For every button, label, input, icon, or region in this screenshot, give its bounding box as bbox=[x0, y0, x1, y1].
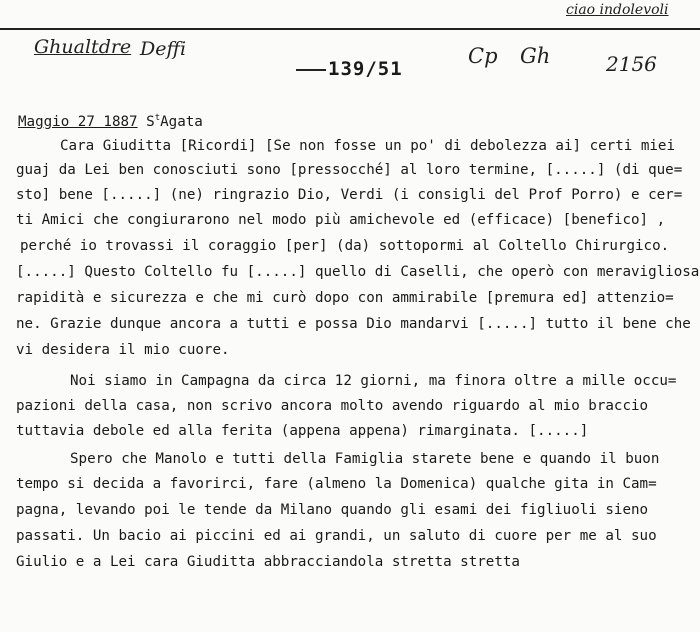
page-number-main: 139 bbox=[328, 58, 366, 80]
letter-line: [.....] Questo Coltello fu [.....] quello di Caselli, che operò con meravigliosa bbox=[16, 264, 700, 280]
letter-line: rapidità e sicurezza e che mi curò dopo con ammirabile [premura ed] attenzio= bbox=[16, 290, 674, 306]
handwritten-note-left-1: Ghualtdre bbox=[34, 36, 132, 58]
letter-line: Giulio e a Lei cara Giuditta abbracciandola stretta stretta bbox=[16, 554, 520, 570]
letter-line: tuttavia debole ed alla ferita (appena appena) rimarginata. [.....] bbox=[16, 423, 589, 439]
letter-date: Maggio 27 1887 bbox=[18, 114, 138, 130]
letter-line: Noi siamo in Campagna da circa 12 giorni, ma finora oltre a mille occu= bbox=[70, 373, 677, 389]
handwritten-archive-number: 2156 bbox=[606, 52, 657, 76]
letter-line: pagna, levando poi le tende da Milano quando gli esami dei figliuoli sieno bbox=[16, 502, 649, 518]
handwritten-note-right-1: Cp bbox=[468, 44, 498, 68]
letter-line: sto] bene [.....] (ne) ringrazio Dio, Verdi (i consigli del Prof Porro) e cer= bbox=[16, 187, 683, 203]
page-number: 139/51 bbox=[296, 58, 403, 80]
page-number-total: 51 bbox=[377, 58, 403, 80]
letter-line: Cara Giuditta [Ricordi] [Se non fosse un po' di debolezza ai] certi miei bbox=[60, 138, 675, 154]
letter-line: vi desidera il mio cuore. bbox=[16, 342, 230, 358]
letter-place: $S^tAgata$ bbox=[146, 113, 203, 130]
top-rule bbox=[0, 28, 700, 30]
letter-line: Spero che Manolo e tutti della Famiglia starete bene e quando il buon bbox=[70, 451, 660, 467]
letter-line: ne. Grazie dunque ancora a tutti e possa Dio mandarvi [.....] tutto il bene che bbox=[16, 316, 691, 332]
letter-line: pazioni della casa, non scrivo ancora molto avendo riguardo al mio braccio bbox=[16, 398, 649, 414]
letter-line: ti Amici che congiurarono nel modo più amichevole ed (efficace) [benefico] , bbox=[16, 212, 666, 228]
page-number-dash bbox=[296, 69, 326, 71]
handwritten-note-right-3: ciao indolevoli bbox=[566, 2, 669, 18]
letter-line: passati. Un bacio ai piccini ed ai grandi, un saluto di cuore per me al suo bbox=[16, 528, 657, 544]
handwritten-note-left-2: Deffi bbox=[140, 38, 187, 60]
handwritten-note-right-2: Gh bbox=[520, 44, 551, 68]
letter-line: perché io trovassi il coraggio [per] (da) sottopormi al Coltello Chirurgico. bbox=[20, 238, 670, 254]
letter-line: tempo si decida a favorirci, fare (almeno la Domenica) qualche gita in Cam= bbox=[16, 476, 657, 492]
letter-line: guaj da Lei ben conosciuti sono [pressocché] al loro termine, [.....] (di que= bbox=[16, 162, 683, 178]
date-line bbox=[18, 108, 203, 132]
